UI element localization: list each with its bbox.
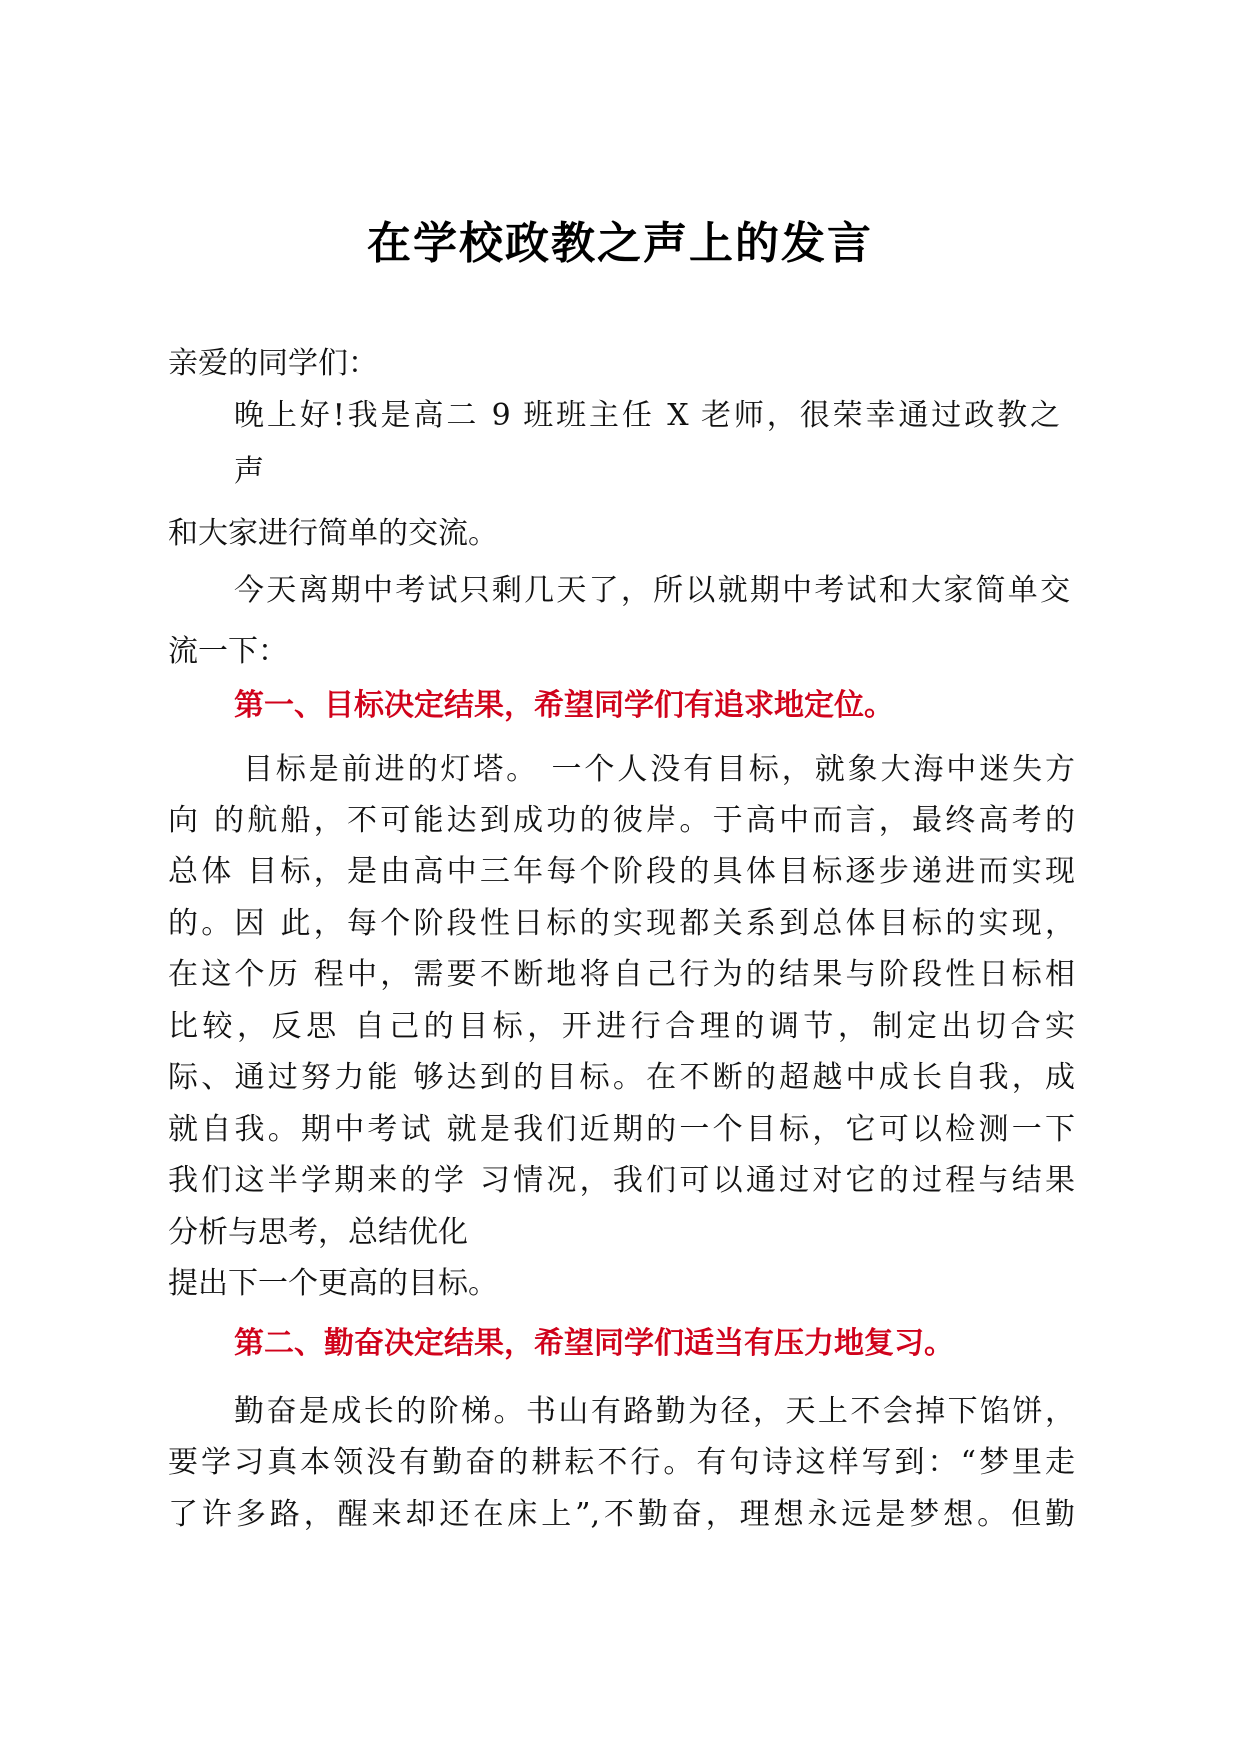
body-line: 向 的航船，不可能达到成功的彼岸。于高中而言，最终高考的 bbox=[168, 803, 1075, 838]
body-line: 了许多路，醒来却还在床上”,不勤奋，理想永远是梦想。但勤 bbox=[168, 1497, 1075, 1532]
intro-line: 声 bbox=[234, 454, 264, 489]
body-line: 勤奋是成长的阶梯。书山有路勤为径，天上不会掉下馅饼， bbox=[234, 1394, 1075, 1429]
body-line: 比较，反思 自己的目标，开进行合理的调节，制定出切合实 bbox=[168, 1009, 1075, 1044]
section-heading-2: 第二、勤奋决定结果，希望同学们适当有压力地复习。 bbox=[234, 1326, 954, 1361]
intro-line: 流一下： bbox=[168, 634, 288, 669]
intro-line: 晚上好!我是高二 9 班班主任 X 老师，很荣幸通过政教之 bbox=[234, 398, 1060, 433]
body-line: 总体 目标，是由高中三年每个阶段的具体目标逐步递进而实现 bbox=[168, 854, 1075, 889]
body-line: 提出下一个更高的目标。 bbox=[168, 1266, 498, 1301]
body-line: 要学习真本领没有勤奋的耕耘不行。有句诗这样写到：“梦里走 bbox=[168, 1445, 1075, 1480]
body-line: 我们这半学期来的学 习情况，我们可以通过对它的过程与结果 bbox=[168, 1163, 1075, 1198]
body-line: 目标是前进的灯塔。 一个人没有目标，就象大海中迷失方 bbox=[243, 752, 1075, 787]
intro-line: 和大家进行简单的交流。 bbox=[168, 516, 498, 551]
greeting: 亲爱的同学们： bbox=[168, 346, 378, 381]
document-title: 在学校政教之声上的发言 bbox=[367, 218, 873, 269]
intro-line: 今天离期中考试只剩几天了，所以就期中考试和大家简单交 bbox=[234, 573, 1070, 608]
body-line: 的。因 此，每个阶段性日标的实现都关系到总体目标的实现， bbox=[168, 906, 1075, 941]
section-heading-1: 第一、目标决定结果，希望同学们有追求地定位。 bbox=[234, 688, 894, 723]
body-line: 际、通过努力能 够达到的目标。在不断的超越中成长自我，成 bbox=[168, 1060, 1075, 1095]
body-line: 在这个历 程中，需要不断地将自己行为的结果与阶段性日标相 bbox=[168, 957, 1075, 992]
body-line: 就自我。期中考试 就是我们近期的一个目标，它可以检测一下 bbox=[168, 1112, 1075, 1147]
body-line: 分析与思考，总结优化 bbox=[168, 1215, 468, 1250]
